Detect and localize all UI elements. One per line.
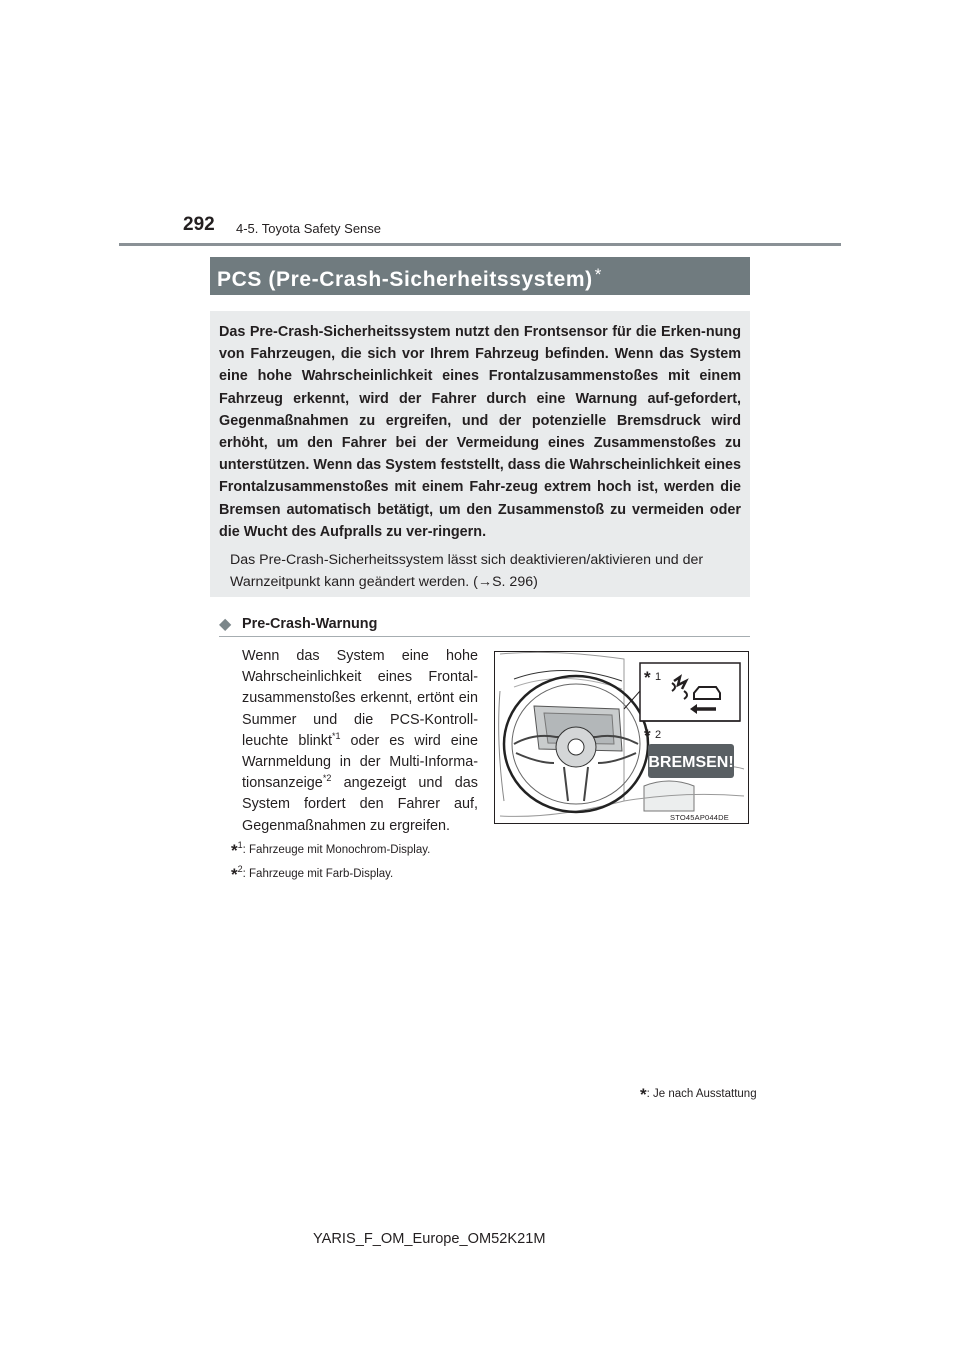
illustration-label-1-number: 1 [655,671,662,683]
diamond-bullet-icon: ◆ [219,616,232,633]
intro-cross-reference-paragraph: Das Pre-Crash-Sicherheitssystem lässt sich deaktivieren/aktivieren und der Warnzeitpunkt kann geändert werden. (→S. 296) [230,552,704,591]
section-reference: 4-5. Toyota Safety Sense [236,221,382,236]
page-number: 292 [183,214,215,235]
header-divider [119,243,841,246]
title-text: PCS (Pre-Crash-Sicherheitssystem) [217,268,593,291]
illustration-label-2-star: * [644,726,651,745]
subsection-heading: Pre-Crash-Warnung [242,616,378,632]
intro-bold-paragraph: Das Pre-Crash-Sicherheitssystem nutzt den Frontsensor für die Erken-nung von Fahrzeugen, die sich vor Ihrem Fahrzeug befinden. Wenn das System eine hohe Wahrscheinlichkeit eines Frontalzusammenstoßes mit einem Fahrzeug erkennt, wird der Fahrer durch eine Warnung auf-gefordert, Gegenmaßnahmen zu ergreifen, und der potenzielle Bremsdruck wird erhöht, um den Fahrer bei der Vermeidung eines Zusammenstoßes zu unterstützen. Wenn das System feststellt, dass die Wahrscheinlichkeit eines Frontalzusammenstoßes mit einem Fahr-zeug extrem hoch ist, werden die Bremsen automatisch betätigt, um den Zusammenstoß zu vermeiden oder die Wucht des Aufpralls zu ver-ringern. [219,324,741,540]
footnote-2: *$^2$: Fahrzeuge mit Farb-Display. [231,864,394,884]
subsection-body: Wenn das System eine hohe Wahrscheinlichkeit eines Frontal-zusammenstoßes erkennt, ertönt ein Summer und die PCS-Kontroll-leuchte blinkt$^{*1}$ oder es wird eine Warnmeldung in der Multi-Informa-tionsanzeige$^{*2}$ angezeigt und das System fordert den Fahrer auf, Gegenmaßnahmen zu ergreifen. [242,648,478,834]
bremsen-warning-text: BREMSEN! [648,754,734,771]
subsection-divider [219,636,750,637]
equipment-footnote: *: Je nach Ausstattung [640,1085,757,1104]
intro-box [210,311,750,597]
page-title [210,257,750,295]
illustration-label-1-star: * [644,668,651,687]
footnote-1: *$^1$: Fahrzeuge mit Monochrom-Display. [231,840,431,860]
illustration-label-2-number: 2 [655,729,662,741]
footnote-ref-2: *2 [322,773,332,784]
title-footnote-marker: * [594,265,602,284]
dashboard-illustration [494,651,749,824]
footnote-ref-1: *1 [331,731,341,742]
illustration-code: STO45AP044DE [670,813,729,822]
document-code: YARIS_F_OM_Europe_OM52K21M [313,1231,546,1247]
